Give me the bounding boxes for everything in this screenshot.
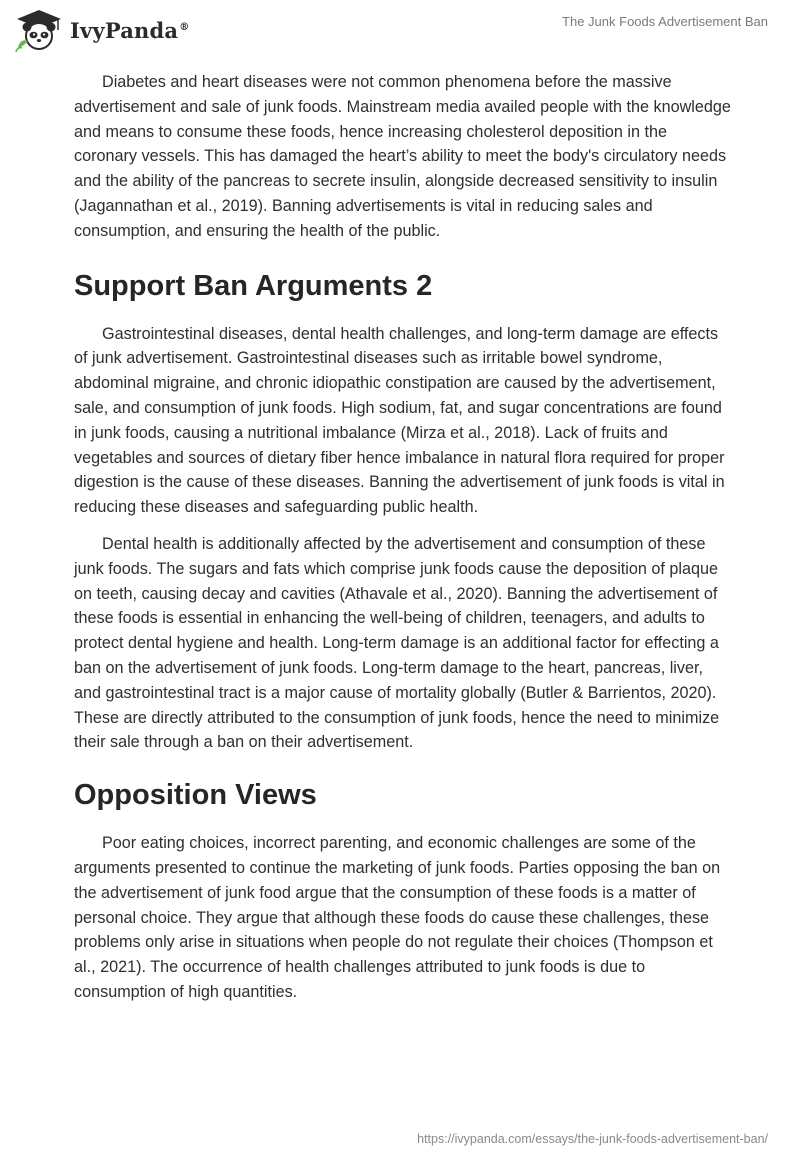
paragraph-opposition: Poor eating choices, incorrect parenting, and economic challenges are some of the arguments presented to continue the marketing of junk foods. Parties opposing the ban on the advertisement of junk food argue that the consumption of these foods is a matter of personal choice. They argue that although these foods do cause these challenges, these problems only arise in situations when people do not regulate their choices (Thompson et al., 2021). The occurrence of health challenges attributed to junk foods is due to consumption of high quantities. [74, 834, 721, 1001]
essay-body [74, 70, 734, 1017]
document-title: The Junk Foods Advertisement Ban [562, 14, 768, 29]
brand-logo[interactable] [14, 8, 189, 52]
paragraph-gastrointestinal: Gastrointestinal diseases, dental health challenges, and long-term damage are effects of junk advertisement. Gastrointestinal diseases such as irritable bowel syndrome, abdominal migraine, and chronic idiopathic constipation are caused by the advertisement, sale, and consumption of junk foods. High sodium, fat, and sugar concentrations are found in junk foods, causing a nutritional imbalance (Mirza et al., 2018). Lack of fruits and vegetables and sources of dietary fiber hence imbalance in natural flora required for proper digestion is the cause of these diseases. Banning the advertisement of junk foods is vital in reducing these diseases and safeguarding public health. [74, 324, 725, 517]
page-header [0, 0, 800, 64]
trademark-symbol: ® [179, 21, 190, 33]
paragraph-diabetes-heart: Diabetes and heart diseases were not common phenomena before the massive advertisement and sale of junk foods. Mainstream media availed people with the knowledge and means to consume these foods, hence increasing cholesterol deposition in the coronary vessels. This has damaged the heart’s ability to meet the body's circulatory needs and the ability of the pancreas to secrete insulin, alongside decreased sensitivity to insulin (Jagannathan et al., 2019). Banning advertisements is vital in reducing sales and consumption, and ensuring the health of the public. [74, 73, 731, 240]
source-url[interactable]: https://ivypanda.com/essays/the-junk-foods-advertisement-ban/ [417, 1132, 768, 1146]
heading-support-ban-arguments: Support Ban Arguments 2 [74, 269, 433, 302]
paragraph-dental-health: Dental health is additionally affected by the advertisement and consumption of these junk foods. The sugars and fats which comprise junk foods cause the deposition of plaque on teeth, causing decay and cavities (Athavale et al., 2020). Banning the advertisement of these foods is essential in enhancing the well-being of children, teenagers, and adults to protect dental hygiene and health. Long-term damage is an additional factor for effecting a ban on the advertisement of junk foods. Long-term damage to the heart, pancreas, liver, and gastrointestinal tract is a major cause of mortality globally (Butler & Barrientos, 2020). These are directly attributed to the consumption of junk foods, hence the need to minimize their sale through a ban on their advertisement. [74, 534, 720, 752]
panda-graduation-cap-icon [14, 8, 64, 52]
heading-opposition-views: Opposition Views [74, 779, 317, 812]
brand-name: IvyPanda® [70, 17, 190, 43]
